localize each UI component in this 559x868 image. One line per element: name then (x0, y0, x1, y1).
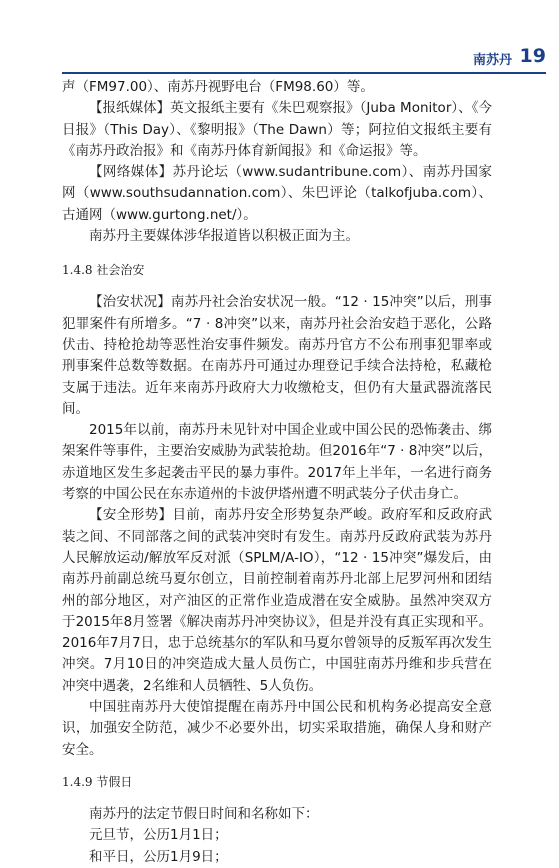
paragraph-embassy-reminder: 中国驻南苏丹大使馆提醒在南苏丹中国公民和机构务必提高安全意识，加强安全防范，减少不必要外出，切实采取措施，确保人身和财产安全。 (62, 699, 492, 758)
section-heading-holidays: 1.4.9 节假日 (62, 774, 133, 789)
section-heading-public-security: 1.4.8 社会治安 (62, 263, 145, 278)
running-header-title: 南苏丹 (472, 53, 512, 68)
paragraph-security-status: 【治安状况】南苏丹社会治安状况一般。“12 · 15冲突”以后，刑事犯罪案件有所增多。“7 · 8冲突”以来，南苏丹社会治安趋于恶化，公路伏击、持枪抢劫等恶性治安事件频发。南苏丹官方不公布刑事犯罪率或刑事案件总数等数据。在南苏丹可通过办理登记手续合法持枪，私藏枪支属于违法。近年来南苏丹政府大力收缴枪支，但仍有大量武器流落民间。 (62, 294, 492, 417)
holiday-item-new-year: 元旦节，公历1月1日； (89, 827, 228, 844)
page-body (62, 77, 492, 868)
paragraph-security-situation: 【安全形势】目前，南苏丹安全形势复杂严峻。政府军和反政府武装之间、不同部落之间的武装冲突时有发生。南苏丹反政府武装为苏丹人民解放运动/解放军反对派（SPLM/A-IO），“12 · 15冲突”爆发后，由南苏丹前副总统马夏尔创立，目前控制着南苏丹北部上尼罗河州和团结州的部分地区，对产油区的正常作业造成潜在安全威胁。虽然冲突双方于2015年8月签署《解决南苏丹冲突协议》，但是并没有真正实现和平。2016年7月7日，忠于总统基尔的军队和马夏尔曾领导的反叛军再次发生冲突。7月10日的冲突造成大量人员伤亡，中国驻南苏丹维和步兵营在冲突中遇袭，2名维和人员牺牲、5人负伤。 (62, 507, 492, 694)
holiday-item-peace-day: 和平日，公历1月9日； (89, 848, 228, 865)
paragraph-media-summary: 南苏丹主要媒体涉华报道皆以积极正面为主。 (89, 228, 359, 245)
paragraph-online-media: 【网络媒体】苏丹论坛（www.sudantribune.com）、南苏丹国家网（www.southsudannation.com）、朱巴评论（talkofjuba.com）、古通网（www.gurtong.net/）。 (62, 164, 492, 223)
header-rule (62, 72, 546, 74)
paragraph-holidays-intro: 南苏丹的法定节假日时间和名称如下： (89, 805, 319, 822)
paragraph-newspapers: 【报纸媒体】英文报纸主要有《朱巴观察报》（Juba Monitor）、《今日报》（This Day）、《黎明报》（The Dawn）等；阿拉伯文报纸主要有《南苏丹政治报》和《南苏丹体育新闻报》和《命运报》等。 (62, 100, 492, 159)
paragraph-radio-continued: 声（FM97.00）、南苏丹视野电台（FM98.60）等。 (62, 79, 374, 95)
page-number: 19 (519, 45, 546, 67)
paragraph-security-2015: 2015年以前，南苏丹未见针对中国企业或中国公民的恐怖袭击、绑架案件等事件，主要治安威胁为武装抢劫。但2016年“7 · 8冲突”以后，赤道地区发生多起袭击平民的暴力事件。2017年上半年，一名进行商务考察的中国公民在东赤道州的卡波伊塔州遭不明武装分子伏击身亡。 (62, 422, 492, 503)
